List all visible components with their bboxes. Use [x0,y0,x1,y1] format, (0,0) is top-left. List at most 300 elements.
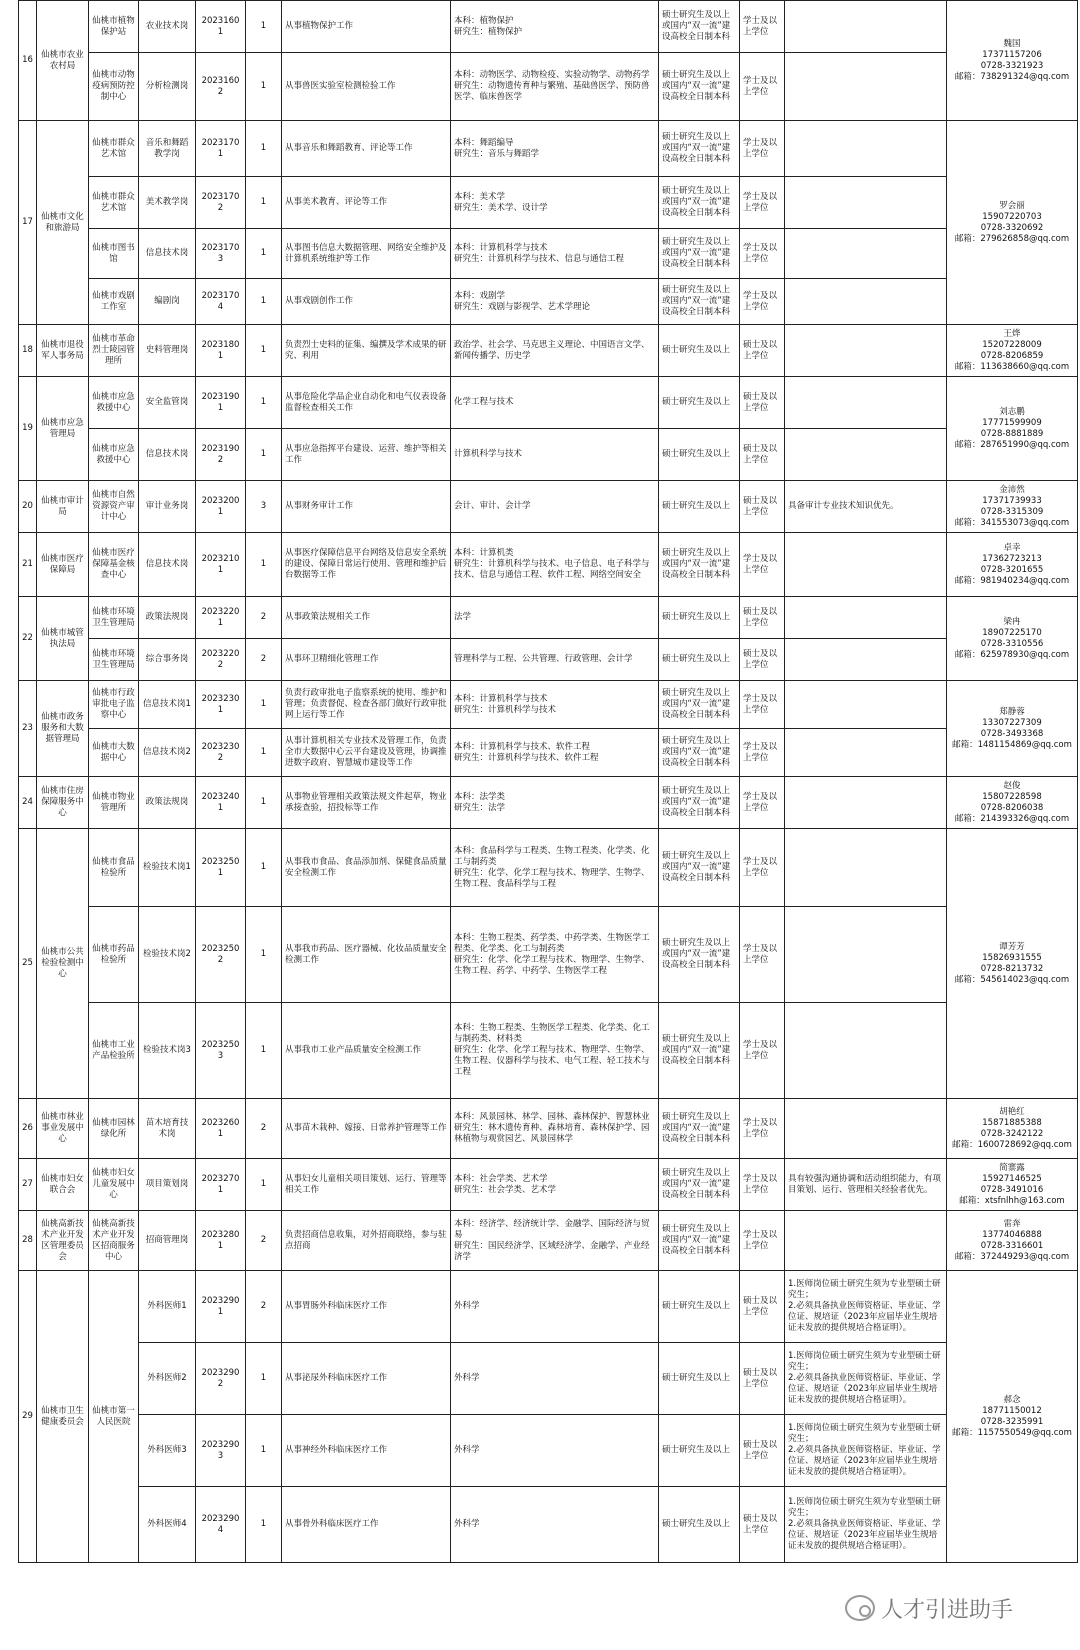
cell-major [451,53,659,121]
unit-line: 仙桃市戏剧工作室 [92,290,135,312]
degree-line: 硕士及以上学位 [743,648,778,670]
major-line: 本科：美术学 [454,191,506,202]
contact-line: 邮箱：1157550549@qq.com [952,1427,1072,1438]
code-line: 20232903 [201,1439,240,1461]
unit-line: 仙桃市自然资源资产审计中心 [92,490,135,522]
edu-line: 硕士研究生及以上或国内“双一流”建设高校全日制本科 [662,237,731,269]
major-line: 本科：动物医学、动物检疫、实验动物学、动物药学 [454,70,650,80]
degree-line: 硕士及以上学位 [743,391,778,413]
major-line: 研究生：林木遗传育种、森林培育、森林保护学、园林植物与观赏园艺、风景园林学 [454,1123,650,1144]
cell-duty [282,377,451,429]
post-line: 外科医师2 [147,1373,187,1383]
cell-unit [89,907,139,1003]
unit-line: 仙桃市群众艺术馆 [92,191,135,213]
unit-line: 仙桃市药品检验所 [92,943,135,965]
cell-other-requirements [785,1487,947,1563]
cell-department [37,1159,89,1211]
contact-line: 邮箱：981940234@qq.com [954,575,1070,586]
cell-education [659,1099,740,1159]
duty-line: 从事我市工业产品质量安全检测工作 [285,1045,422,1055]
table-row [19,229,1078,279]
code-line: 20231602 [201,75,240,97]
cell-other-requirements [785,907,947,1003]
major-line: 研究生：法学 [454,802,506,813]
cell-headcount [246,53,282,121]
cell-degree [740,229,785,279]
table-row [19,481,1078,533]
dept-line: 仙桃市退役军人事务局 [41,339,84,361]
contact-line: 胡艳红 [999,1106,1025,1117]
post-line: 综合事务岗 [145,654,189,664]
num-line: 26 [22,1123,33,1133]
cell-duty [282,1415,451,1487]
cell-headcount [246,1159,282,1211]
cell-department [37,325,89,377]
cell-degree [740,1159,785,1211]
cell-degree [740,429,785,481]
other-line: 1.医师岗位硕士研究生须为专业型硕士研究生； [788,1279,941,1300]
table-row [19,279,1078,325]
cell-duty [282,429,451,481]
cell-major [451,829,659,907]
count-line: 1 [260,197,267,207]
cell-major [451,729,659,777]
cell-duty [282,229,451,279]
post-line: 信息技术岗 [145,559,189,569]
cell-education [659,681,740,729]
duty-line: 从事兽医实验室检测检验工作 [285,81,396,91]
edu-line: 硕士研究生及以上或国内“双一流”建设高校全日制本科 [662,1224,731,1256]
cell-education [659,429,740,481]
contact-line: 0728-3493368 [980,728,1044,739]
code-line: 20232001 [201,495,240,517]
contact-line: 邮箱：279626858@qq.com [954,233,1070,244]
cell-duty [282,729,451,777]
cell-other-requirements [785,1,947,53]
table-row [19,1159,1078,1211]
major-line: 研究生：计算机科学与技术、信息与通信工程 [454,253,625,264]
degree-line: 学士及以上学位 [743,1117,778,1139]
cell-education [659,481,740,533]
cell-degree [740,1487,785,1563]
cell-other-requirements [785,325,947,377]
contact-line: 17371157206 [982,49,1042,60]
dept-line: 仙桃市医疗保障局 [41,553,84,575]
count-line: 2 [260,654,267,664]
code-line: 20232902 [201,1367,240,1389]
cell-post-code [196,1487,246,1563]
major-line: 研究生：化学、化学工程与技术、物理学、生物学、生物工程、药学、中药学、生物医学工程 [454,954,650,976]
cell-other-requirements [785,53,947,121]
edu-line: 硕士研究生及以上或国内“双一流”建设高校全日制本科 [662,736,731,768]
unit-line: 仙桃市应急救援中心 [92,391,135,413]
unit-line: 仙桃市工业产品检验所 [92,1039,135,1061]
cell-duty [282,777,451,829]
cell-number [19,681,37,777]
cell-post-code [196,1159,246,1211]
duty-line: 从事我市食品、食品添加剂、保健食品质量安全检测工作 [285,856,447,878]
contact-line: 郝念 [1003,1394,1021,1405]
major-line: 本科：经济学、经济统计学、金融学、国际经济与贸易 [454,1218,650,1240]
duty-line: 从事危险化学品企业自动化和电气仪表设备监督检查相关工作 [285,391,447,413]
cell-post-name [139,279,196,325]
unit-line: 仙桃市环境卫生管理局 [92,606,135,628]
degree-line: 学士及以上学位 [743,191,778,213]
cell-headcount [246,729,282,777]
dept-line: 仙桃市审计局 [41,495,84,517]
cell-post-name [139,325,196,377]
duty-line: 从事骨外科临床医疗工作 [285,1519,379,1529]
cell-degree [740,829,785,907]
cell-post-code [196,1,246,53]
unit-line: 仙桃市环境卫生管理局 [92,648,135,670]
cell-post-code [196,777,246,829]
major-line: 外科学 [454,1519,480,1529]
degree-line: 学士及以上学位 [743,791,778,813]
cell-headcount [246,1487,282,1563]
edu-line: 硕士研究生及以上 [662,1373,731,1383]
cell-education [659,639,740,681]
cell-number [19,1211,37,1271]
unit-line: 仙桃市图书馆 [92,242,135,264]
cell-headcount [246,533,282,597]
cell-post-name [139,429,196,481]
cell-other-requirements [785,777,947,829]
cell-number [19,533,37,597]
cell-post-name [139,1343,196,1415]
num-line: 20 [22,501,33,511]
cell-major [451,121,659,177]
cell-degree [740,597,785,639]
cell-post-code [196,121,246,177]
unit-line: 仙桃市应急救援中心 [92,443,135,465]
table-row [19,639,1078,681]
cell-duty [282,639,451,681]
dept-line: 仙桃市妇女联合会 [41,1173,84,1195]
cell-major [451,597,659,639]
cell-unit [89,177,139,229]
cell-contact [947,681,1078,777]
degree-line: 硕士及以上学位 [743,1367,778,1389]
cell-other-requirements [785,177,947,229]
degree-line: 学士及以上学位 [743,741,778,763]
cell-other-requirements [785,377,947,429]
cell-duty [282,1,451,53]
count-line: 1 [260,248,267,258]
cell-department [37,1,89,121]
contact-line: 邮箱：341553073@qq.com [954,517,1070,528]
degree-line: 学士及以上学位 [743,693,778,715]
contact-line: 0728-3321923 [980,60,1044,71]
contact-line: 邮箱：113638660@qq.com [954,361,1070,372]
cell-degree [740,533,785,597]
cell-duty [282,279,451,325]
major-line: 法学 [454,612,472,622]
cell-other-requirements [785,279,947,325]
cell-post-code [196,681,246,729]
contact-line: 18907225170 [982,627,1042,638]
cell-contact [947,325,1078,377]
cell-contact [947,1159,1078,1211]
code-line: 20232501 [201,856,240,878]
cell-headcount [246,481,282,533]
duty-line: 从事政策法规相关工作 [285,612,371,622]
cell-education [659,533,740,597]
other-line: 1.医师岗位硕士研究生须为专业型硕士研究生； [788,1351,941,1372]
cell-unit [89,325,139,377]
code-line: 20232302 [201,741,240,763]
cell-headcount [246,1415,282,1487]
cell-post-name [139,777,196,829]
unit-line: 仙桃市医疗保障基金核查中心 [92,548,135,580]
edu-line: 硕士研究生及以上或国内“双一流”建设高校全日制本科 [662,10,731,42]
cell-department [37,1271,89,1563]
degree-line: 学士及以上学位 [743,242,778,264]
dept-line: 仙桃市应急管理局 [41,417,84,439]
cell-unit [89,279,139,325]
degree-line: 学士及以上学位 [743,290,778,312]
post-line: 美术教学岗 [145,197,189,207]
post-line: 农业技术岗 [145,21,189,31]
cell-other-requirements [785,597,947,639]
contact-line: 0728-3310556 [980,638,1044,649]
other-line: 1.医师岗位硕士研究生须为专业型硕士研究生； [788,1423,941,1444]
cell-headcount [246,777,282,829]
cell-unit [89,1159,139,1211]
contact-line: 15907220703 [982,211,1042,222]
table-row [19,1487,1078,1563]
cell-major [451,1487,659,1563]
cell-duty [282,481,451,533]
major-line: 本科：风景园林、林学、园林、森林保护、智慧林业 [454,1112,650,1122]
cell-headcount [246,377,282,429]
cell-degree [740,1343,785,1415]
major-line: 本科：生物工程类、药学类、中药学类、生物医学工程类、化学类、化工与制药类 [454,932,650,954]
count-line: 2 [260,1123,267,1133]
cell-duty [282,53,451,121]
major-line: 本科：社会学类、艺术学 [454,1173,548,1184]
duty-line: 从事苗木栽种、嫁接、日常养护管理等工作 [285,1123,447,1133]
other-line: 具有较强沟通协调和活动组织能力，有项目策划、运行、管理相关经验者优先。 [788,1173,942,1195]
edu-line: 硕士研究生及以上 [662,654,731,664]
cell-contact [947,829,1078,1099]
cell-duty [282,325,451,377]
major-line: 本科：舞蹈编导 [454,137,514,148]
table-row [19,429,1078,481]
contact-line: 17362723213 [982,553,1042,564]
cell-major [451,1,659,53]
count-line: 1 [260,143,267,153]
contact-line: 卓幸 [1003,542,1021,553]
major-line: 研究生：化学、化学工程与技术、物理学、生物学、生物工程、仪器科学与技术、电气工程、轻工技术与工程 [454,1045,650,1077]
edu-line: 硕士研究生及以上或国内“双一流”建设高校全日制本科 [662,1168,731,1200]
count-line: 1 [260,449,267,459]
cell-post-name [139,1,196,53]
cell-post-name [139,1271,196,1343]
count-line: 1 [260,1445,267,1455]
other-line: 2.必须具备执业医师资格证、毕业证、学位证、规培证（2023年应届毕业生规培证未发放的提供规培合格证明）。 [788,1445,941,1477]
cell-post-code [196,1271,246,1343]
cell-major [451,1343,659,1415]
cell-other-requirements [785,729,947,777]
major-line: 外科学 [454,1445,480,1455]
degree-line: 学士及以上学位 [743,553,778,575]
cell-post-name [139,177,196,229]
post-line: 审计业务岗 [145,501,189,511]
contact-line: 13307227309 [982,717,1042,728]
dept-line: 仙桃市城管执法局 [41,627,84,649]
contact-line: 罗会丽 [999,200,1025,211]
count-line: 1 [260,797,267,807]
cell-duty [282,681,451,729]
major-line: 研究生：美术学、设计学 [454,202,548,213]
cell-post-code [196,1343,246,1415]
unit-line: 仙桃市革命烈士陵园管理所 [92,334,135,366]
cell-other-requirements [785,229,947,279]
cell-department [37,377,89,481]
cell-department [37,1211,89,1271]
major-line: 研究生：化学、化学工程与技术、物理学、生物学、生物工程、食品科学与工程 [454,867,650,889]
cell-headcount [246,1,282,53]
major-line: 管理科学与工程、公共管理、行政管理、会计学 [454,654,633,664]
cell-headcount [246,1211,282,1271]
major-line: 本科：食品科学与工程类、生物工程类、化学类、化工与制药类 [454,845,650,867]
num-line: 27 [22,1179,33,1189]
cell-other-requirements [785,1271,947,1343]
count-line: 1 [260,345,267,355]
cell-contact [947,481,1078,533]
contact-line: 梁冉 [1003,616,1021,627]
cell-education [659,279,740,325]
duty-line: 从事妇女儿童相关项目策划、运行、管理等相关工作 [285,1173,447,1195]
cell-post-code [196,729,246,777]
cell-number [19,377,37,481]
contact-line: 邮箱：xtsfnlhh@163.com [959,1195,1065,1206]
cell-major [451,1415,659,1487]
contact-line: 谭芳芳 [999,941,1025,952]
unit-line: 仙桃市园林绿化所 [92,1117,135,1139]
cell-major [451,1003,659,1099]
cell-post-name [139,229,196,279]
major-line: 化学工程与技术 [454,397,514,407]
unit-line: 仙桃市动物疫病预防控制中心 [92,70,135,102]
major-line: 研究生：植物保护 [454,26,523,37]
duty-line: 从事戏剧创作工作 [285,296,354,306]
cell-contact [947,533,1078,597]
cell-unit [89,1271,139,1563]
cell-headcount [246,121,282,177]
cell-headcount [246,229,282,279]
table-row [19,325,1078,377]
num-line: 29 [22,1411,33,1421]
major-line: 研究生：音乐与舞蹈学 [454,148,540,159]
cell-degree [740,177,785,229]
cell-headcount [246,429,282,481]
post-line: 信息技术岗2 [143,747,191,757]
cell-unit [89,829,139,907]
table-row [19,533,1078,597]
edu-line: 硕士研究生及以上或国内“双一流”建设高校全日制本科 [662,548,731,580]
cell-post-name [139,377,196,429]
num-line: 16 [22,55,33,65]
cell-department [37,481,89,533]
edu-line: 硕士研究生及以上或国内“双一流”建设高校全日制本科 [662,186,731,218]
cell-education [659,1487,740,1563]
cell-post-code [196,1211,246,1271]
count-line: 3 [260,501,267,511]
edu-line: 硕士研究生及以上 [662,1301,731,1311]
contact-line: 15871885388 [982,1117,1042,1128]
count-line: 1 [260,1045,267,1055]
cell-degree [740,1271,785,1343]
cell-headcount [246,325,282,377]
code-line: 20231701 [201,137,240,159]
contact-line: 0728-3315309 [980,506,1044,517]
degree-line: 学士及以上学位 [743,943,778,965]
duty-line: 从事神经外科临床医疗工作 [285,1445,388,1455]
cell-unit [89,1099,139,1159]
cell-headcount [246,639,282,681]
table-row [19,907,1078,1003]
cell-number [19,121,37,325]
contact-line: 0728-3201655 [980,564,1044,575]
major-line: 研究生：计算机科学与技术 [454,704,557,715]
duty-line: 从事环卫精细化管理工作 [285,654,379,664]
cell-post-code [196,639,246,681]
contact-line: 15927146525 [982,1173,1042,1184]
cell-number [19,1271,37,1563]
cell-education [659,1211,740,1271]
duty-line: 从事应急指挥平台建设、运营、维护等相关工作 [285,443,447,465]
num-line: 18 [22,345,33,355]
table-row [19,177,1078,229]
cell-post-name [139,1003,196,1099]
cell-education [659,1003,740,1099]
cell-duty [282,1271,451,1343]
major-line: 本科：戏剧学 [454,290,506,301]
contact-line: 邮箱：1600728692@qq.com [952,1139,1072,1150]
major-line: 政治学、社会学、马克思主义理论、中国语言文学、新闻传播学、历史学 [454,339,650,361]
cell-post-name [139,729,196,777]
degree-line: 学士及以上学位 [743,1039,778,1061]
cell-post-name [139,481,196,533]
major-line: 外科学 [454,1301,480,1311]
major-line: 研究生：计算机科学与技术、电子信息、电子科学与技术、信息与通信工程、软件工程、网络空间安全 [454,559,650,580]
cell-unit [89,729,139,777]
cell-post-name [139,681,196,729]
degree-line: 学士及以上学位 [743,856,778,878]
major-line: 本科：法学类 [454,791,506,802]
major-line: 研究生：国民经济学、区域经济学、金融学、产业经济学 [454,1240,650,1262]
unit-line: 仙桃高新技术产业开发区招商服务中心 [92,1218,135,1262]
code-line: 20232601 [201,1117,240,1139]
cell-unit [89,229,139,279]
cell-major [451,533,659,597]
cell-post-code [196,597,246,639]
cell-degree [740,53,785,121]
degree-line: 学士及以上学位 [743,75,778,97]
cell-major [451,177,659,229]
post-line: 政策法规岗 [145,612,189,622]
degree-line: 硕士及以上学位 [743,1295,778,1317]
cell-other-requirements [785,1003,947,1099]
edu-line: 硕士研究生及以上或国内“双一流”建设高校全日制本科 [662,938,731,970]
post-line: 苗木培育技术岗 [145,1117,189,1139]
edu-line: 硕士研究生及以上 [662,345,731,355]
edu-line: 硕士研究生及以上或国内“双一流”建设高校全日制本科 [662,1034,731,1066]
cell-major [451,639,659,681]
count-line: 2 [260,612,267,622]
